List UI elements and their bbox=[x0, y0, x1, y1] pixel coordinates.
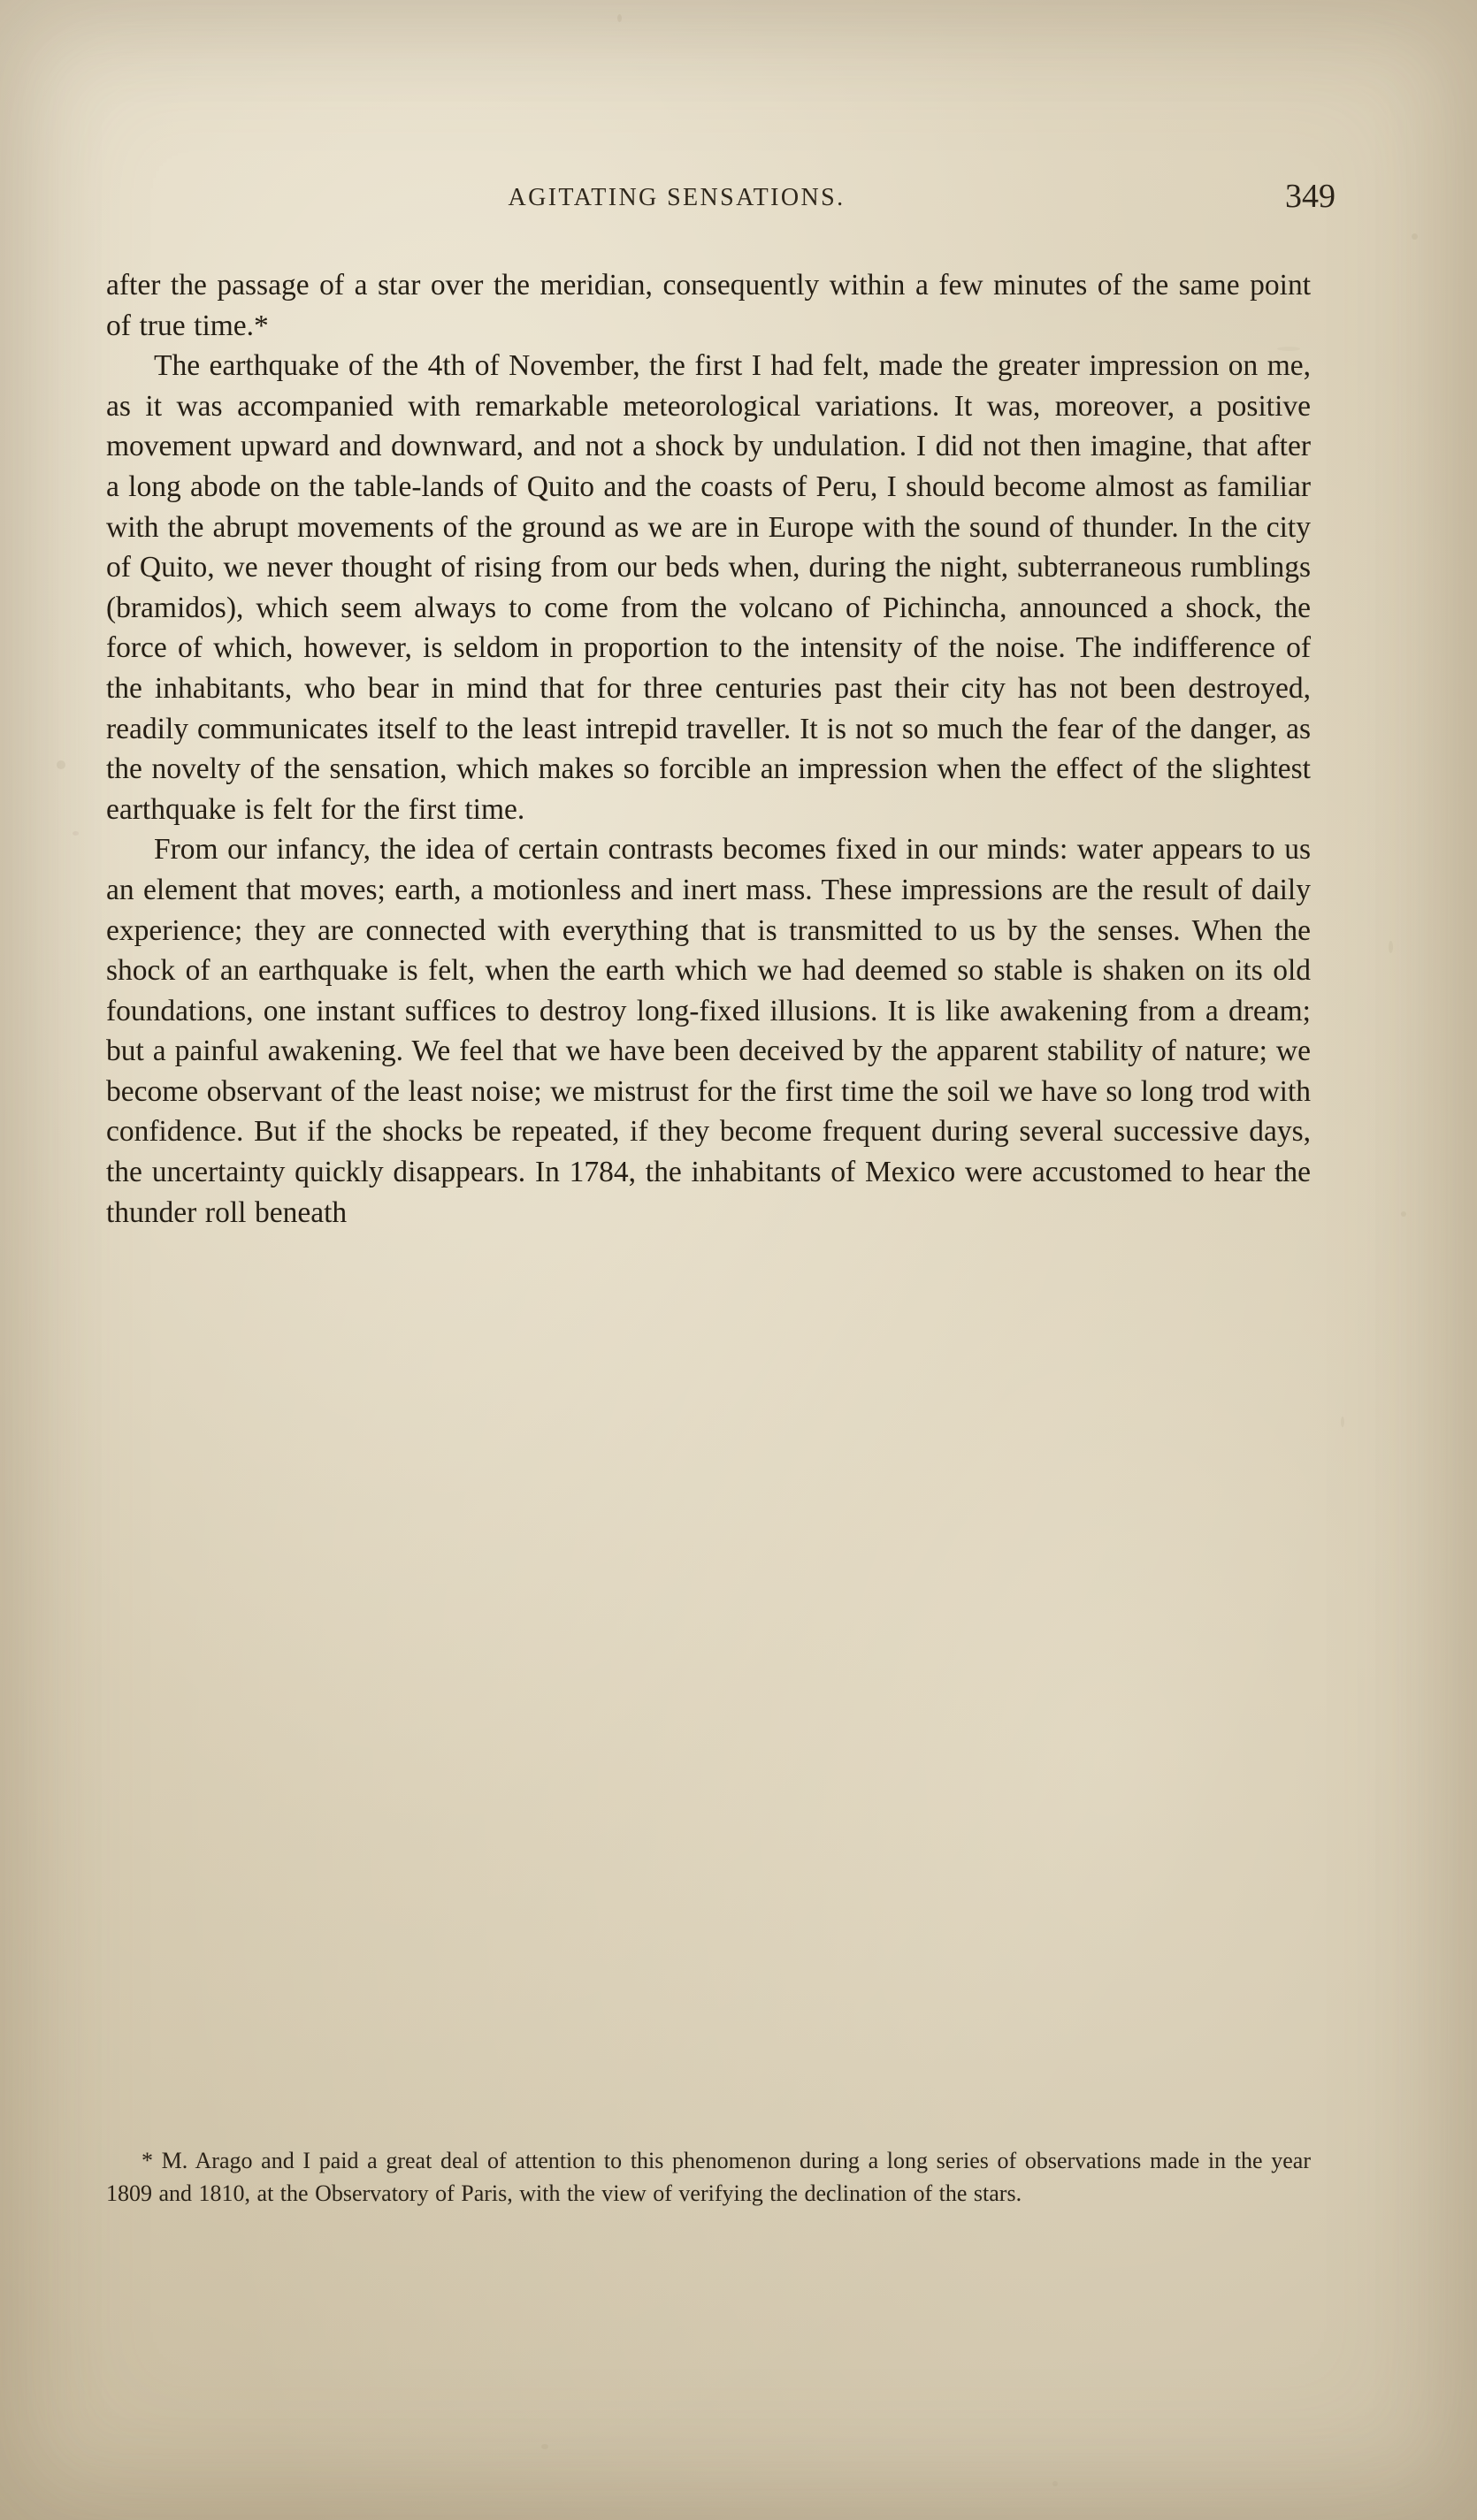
paper-speckle bbox=[1401, 1211, 1406, 1217]
paragraph: after the passage of a star over the meridian, consequently within a few minutes of the same point of true time.* bbox=[106, 269, 1311, 342]
page-number: 349 bbox=[1285, 178, 1335, 215]
footnote bbox=[106, 2144, 1311, 2210]
paragraph: The earthquake of the 4th of November, the first I had felt, made the greater impression on me, as it was accompanied with remarkable meteorological variations. It was, moreover, a positive movement upward and downward, and not a shock by undulation. I did not then imagine, that after a long abode on the table-lands of Quito and the coasts of Peru, I should become almost as familiar with the abrupt movements of the ground as we are in Europe with the sound of thunder. In the city of Quito, we never thought of rising from our beds when, during the night, subterraneous rumblings (bramidos), which seem always to come from the volcano of Pichincha, announced a shock, the force of which, however, is seldom in proportion to the intensity of the noise. The indifference of the inhabitants, who bear in mind that for three centuries past their city has not been destroyed, readily communicates itself to the least intrepid traveller. It is not so much the fear of the danger, as the novelty of the sensation, which makes so forcible an impression when the effect of the slightest earthquake is felt for the first time. bbox=[106, 349, 1311, 826]
page-header bbox=[106, 178, 1371, 221]
paper-speckle bbox=[1412, 233, 1418, 240]
body-text bbox=[106, 265, 1311, 1233]
footnote-text: M. Arago and I paid a great deal of attention to this phenomenon during a long series of observations made in the year 1809 and 1810, at the Observatory of Paris, with the view of verifying the declination of the stars. bbox=[106, 2148, 1311, 2206]
paper-speckle bbox=[73, 831, 79, 836]
paper-speckle bbox=[1389, 941, 1393, 953]
page-content bbox=[106, 0, 1371, 2520]
paragraph: From our infancy, the idea of certain contrasts becomes fixed in our minds: water appears to us an element that moves; earth, a motionless and inert mass. These impressions are the result of daily experience; they are connected with everything that is transmitted to us by the senses. When the shock of an earthquake is felt, when the earth which we had deemed so stable is shaken on its old foundations, one instant suffices to destroy long-fixed illusions. It is like awakening from a dream; but a painful awakening. We feel that we have been deceived by the apparent stability of nature; we become observant of the least noise; we mistrust for the first time the soil we have so long trod with confidence. But if the shocks be repeated, if they become frequent during several successive days, the uncertainty quickly disappears. In 1784, the inhabitants of Mexico were accustomed to hear the thunder roll beneath bbox=[106, 833, 1311, 1229]
running-head: AGITATING SENSATIONS. bbox=[508, 184, 846, 211]
footnote-marker: * bbox=[142, 2148, 153, 2173]
paper-speckle bbox=[57, 760, 65, 769]
